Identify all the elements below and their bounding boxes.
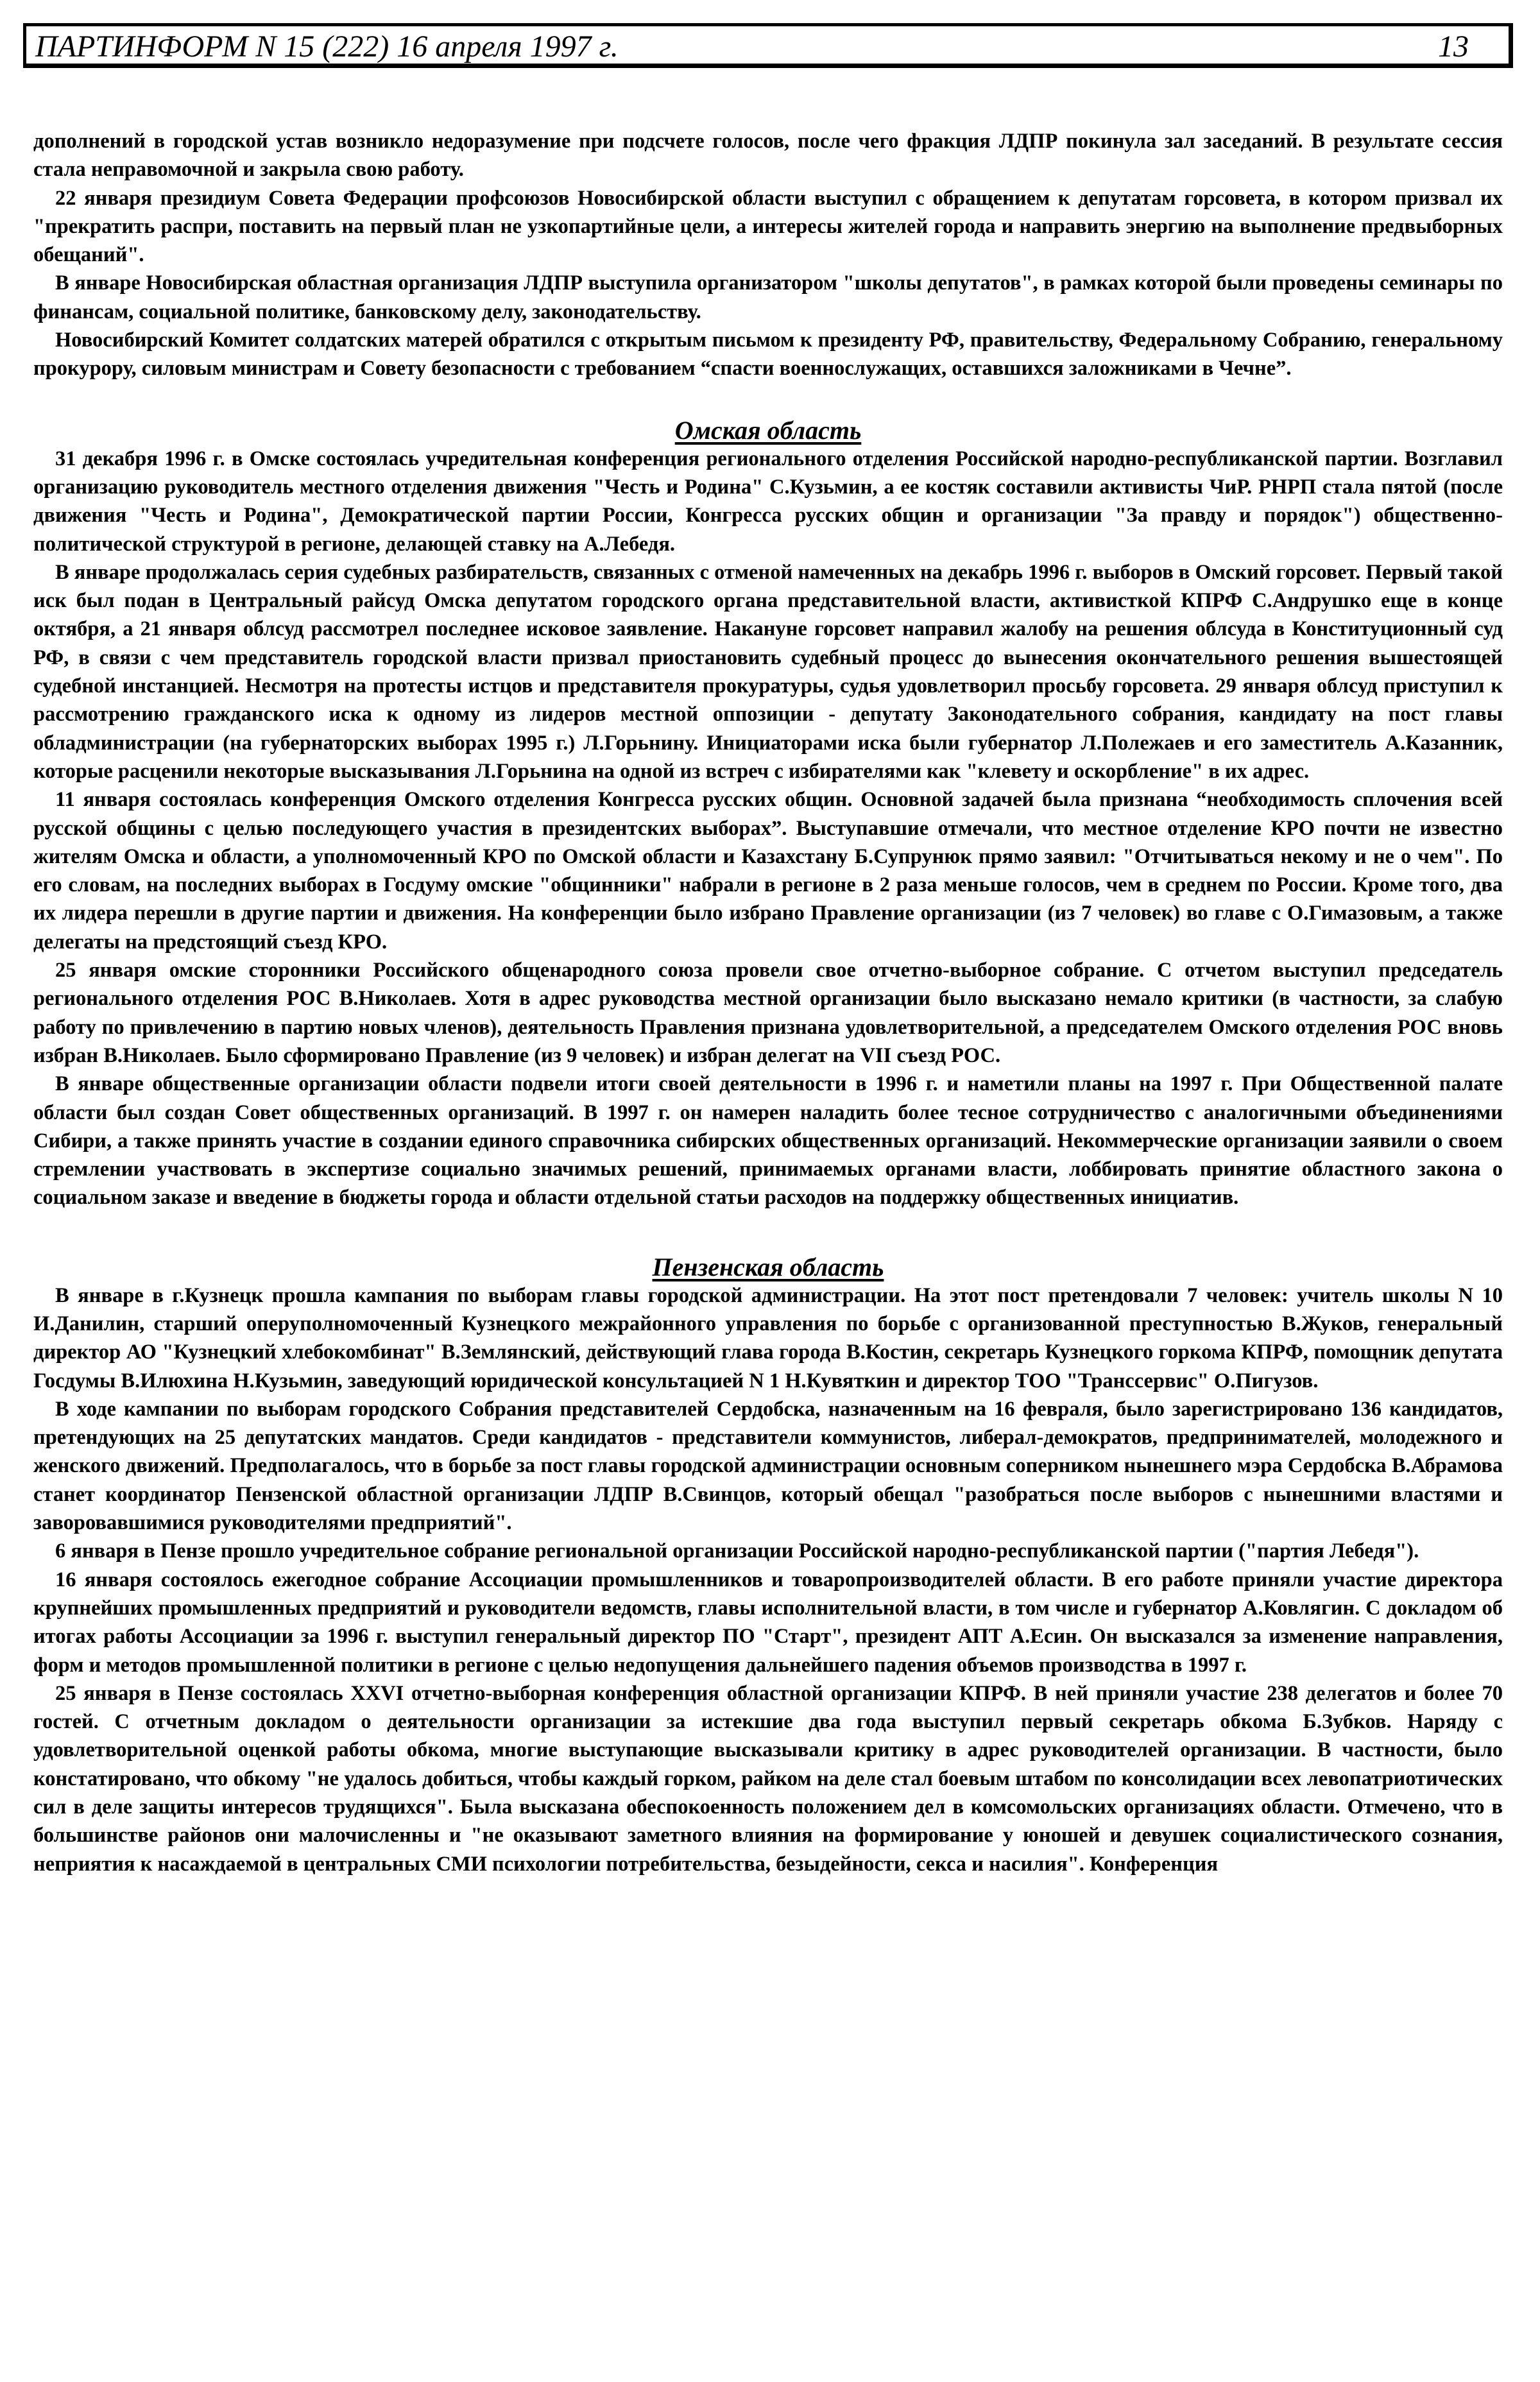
penza-section xyxy=(33,1253,1503,1878)
paragraph: дополнений в городской устав возникло недоразумение при подсчете голосов, после чего фракция ЛДПР покинула зал заседаний. В результате сессия стала неправомочной и закрыла свою работу. xyxy=(33,130,1503,182)
paragraph: Новосибирский Комитет солдатских матерей обратился с открытым письмом к президенту РФ, правительству, Федеральному Собранию, генеральному прокурору, силовым министрам и Совету безопасности с требованием “спасти военнослужащих, оставшихся заложниками в Чечне”. xyxy=(33,329,1503,381)
article-body xyxy=(33,127,1503,1878)
paragraph: 31 декабря 1996 г. в Омске состоялась учредительная конференция регионального отделения Российской народно-республиканской партии. Возглавил организацию руководитель местного отделения движения "Честь и Родина" С.Кузьмин, а ее костяк составили активисты ЧиР. РНРП стала пятой (после движения "Честь и Родина", Демократической партии России, Конгресса русских общин и организации "За правду и порядок") общественно-политической структурой в регионе, делающей ставку на А.Лебедя. xyxy=(33,447,1503,556)
paragraph: 25 января омские сторонники Российского общенародного союза провели свое отчетно-выборное собрание. С отчетом выступил председатель регионального отделения РОС В.Николаев. Хотя в адрес руководства местной организации было высказано немало критики (в частности, за слабую работу по привлечению в партию новых членов), деятельность Правления признана удовлетворительной, а председателем Омского отделения РОС вновь избран В.Николаев. Было сформировано Правление (из 9 человек) и избран делегат на VII съезд РОС. xyxy=(33,959,1503,1067)
novosibirsk-section-continued xyxy=(33,127,1503,383)
paragraph: 22 января президиум Совета Федерации профсоюзов Новосибирской области выступил с обращением к депутатам горсовета, в котором призвал их "прекратить распри, поставить на первый план не узкопартийные цели, а интересы жителей города и направить энергию на выполнение предвыборных обещаний". xyxy=(33,186,1503,267)
section-heading-omsk: Омская область xyxy=(674,415,862,445)
section-spacer xyxy=(33,383,1503,416)
section-heading-penza: Пензенская область xyxy=(652,1252,884,1281)
paragraph: В январе общественные организации области подвели итоги своей деятельности в 1996 г. и наметили планы на 1997 г. При Общественной палате области был создан Совет общественных организаций. В 1997 г. он намерен наладить более тесное сотрудничество с аналогичными объединениями Сибири, а также принять участие в создании единого справочника сибирских общественных организаций. Некоммерческие организации заявили о своем стремлении участвовать в экспертизе социально значимых решений, принимаемых органами власти, лоббировать принятие областного закона о социальном заказе и введение в бюджеты города и области отдельной статьи расходов на поддержку общественных инициатив. xyxy=(33,1072,1503,1210)
paragraph: В январе в г.Кузнецк прошла кампания по выборам главы городской администрации. На этот пост претендовали 7 человек: учитель школы N 10 И.Данилин, старший оперуполномоченный Кузнецкого межрайонного управления по борьбе с организованной преступностью В.Жуков, генеральный директор АО "Кузнецкий хлебокомбинат" В.Землянский, действующий глава города В.Костин, секретарь Кузнецкого горкома КПРФ, помощник депутата Госдумы В.Илюхина Н.Кузьмин, заведующий юридической консультацией N 1 Н.Кувяткин и директор ТОО "Транссервис" О.Пигузов. xyxy=(33,1283,1503,1392)
page-number: 13 xyxy=(1438,30,1469,64)
paragraph: В январе продолжалась серия судебных разбирательств, связанных с отменой намеченных на декабрь 1996 г. выборов в Омский горсовет. Первый такой иск был подан в Центральный райсуд Омска депутатом городского органа представительной власти, активисткой КПРФ С.Андрушко еще в конце октября, а 21 января облсуд рассмотрел последнее исковое заявление. Накануне горсовет направил жалобу на решения облсуда в Конституционный суд РФ, в связи с чем представитель городской власти призвал приостановить судебный процесс до вынесения окончательного решения вышестоящей судебной инстанцией. Несмотря на протесты истцов и представителя прокуратуры, судья удовлетворил просьбу горсовета. 29 января облсуд приступил к рассмотрению гражданского иска к одному из лидеров местной оппозиции - депутату Законодательного собрания, кандидату на пост главы обладминистрации (на губернаторских выборах 1995 г.) Л.Горьнину. Инициаторами иска были губернатор Л.Полежаев и его заместитель А.Казанник, которые расценили некоторые высказывания Л.Горьнина на одной из встреч с избирателями как "клевету и оскорбление" в их адрес. xyxy=(33,560,1503,783)
section-spacer xyxy=(33,1212,1503,1253)
page-header xyxy=(23,23,1513,68)
paragraph: 16 января состоялось ежегодное собрание Ассоциации промышленников и товаропроизводителей области. В его работе приняли участие директора крупнейших промышленных предприятий и руководители ведомств, главы исполнительной власти, в том числе и губернатор А.Ковлягин. С докладом об итогах работы Ассоциации за 1996 г. выступил генеральный директор ПО "Старт", президент АПТ А.Есин. Он высказался за изменение направления, форм и методов промышленной политики в регионе с целью недопущения дальнейшего падения объемов производства в 1997 г. xyxy=(33,1568,1503,1677)
paragraph: В ходе кампании по выборам городского Собрания представителей Сердобска, назначенным на 16 февраля, было зарегистрировано 136 кандидатов, претендующих на 25 депутатских мандатов. Среди кандидатов - представители коммунистов, либерал-демократов, предпринимателей, молодежного и женского движений. Предполагалось, что в борьбе за пост главы городской администрации основным соперником нынешнего мэра Сердобска В.Абрамова станет координатор Пензенской областной организации ЛДПР В.Свинцов, который обещал "разобраться после выборов с нынешними властями и заворовавшимися руководителями предприятий". xyxy=(33,1397,1503,1535)
paragraph: 25 января в Пензе состоялась XXVI отчетно-выборная конференция областной организации КПРФ. В ней приняли участие 238 делегатов и более 70 гостей. С отчетным докладом о деятельности организации за истекшие два года выступил первый секретарь обкома Б.Зубков. Наряду с удовлетворительной оценкой работы обкома, многие выступающие высказывали критику в адрес руководителей организации. В частности, было констатировано, что обкому "не удалось добиться, чтобы каждый горком, райком на деле стал боевым штабом по консолидации всех левопатриотических сил в деле защиты интересов трудящихся". Была высказана обеспокоенность положением дел в комсомольских организациях области. Отмечено, что в большинстве районов они малочисленны и "не оказывают заметного влияния на формирование у юношей и девушек социалистического сознания, неприятия к насаждаемой в центральных СМИ психологии потребительства, безыдейности, секса и насилия". Конференция xyxy=(33,1681,1503,1876)
omsk-section xyxy=(33,416,1503,1212)
paragraph: 6 января в Пензе прошло учредительное собрание региональной организации Российской народно-республиканской партии ("партия Лебедя"). xyxy=(55,1539,1419,1563)
paragraph: 11 января состоялась конференция Омского отделения Конгресса русских общин. Основной задачей была признана “необходимость сплочения всей русской общины с целью последующего участия в президентских выборах”. Выступавшие отмечали, что местное отделение КРО почти не известно жителям Омска и области, а уполномоченный КРО по Омской области и Казахстану Б.Супрунюк прямо заявил: "Отчитываться некому и не о чем". По его словам, на последних выборах в Госдуму омские "общинники" набрали в регионе в 2 раза меньше голосов, чем в среднем по России. Кроме того, два их лидера перешли в другие партии и движения. На конференции было избрано Правление организации (из 7 человек) во главе с О.Гимазовым, а также делегаты на предстоящий съезд КРО. xyxy=(33,788,1503,954)
publication-title: ПАРТИНФОРМ N 15 (222) 16 апреля 1997 г. xyxy=(35,30,619,64)
paragraph: В январе Новосибирская областная организация ЛДПР выступила организатором "школы депутатов", в рамках которой были проведены семинары по финансам, социальной политике, банковскому делу, законодательству. xyxy=(33,271,1503,323)
